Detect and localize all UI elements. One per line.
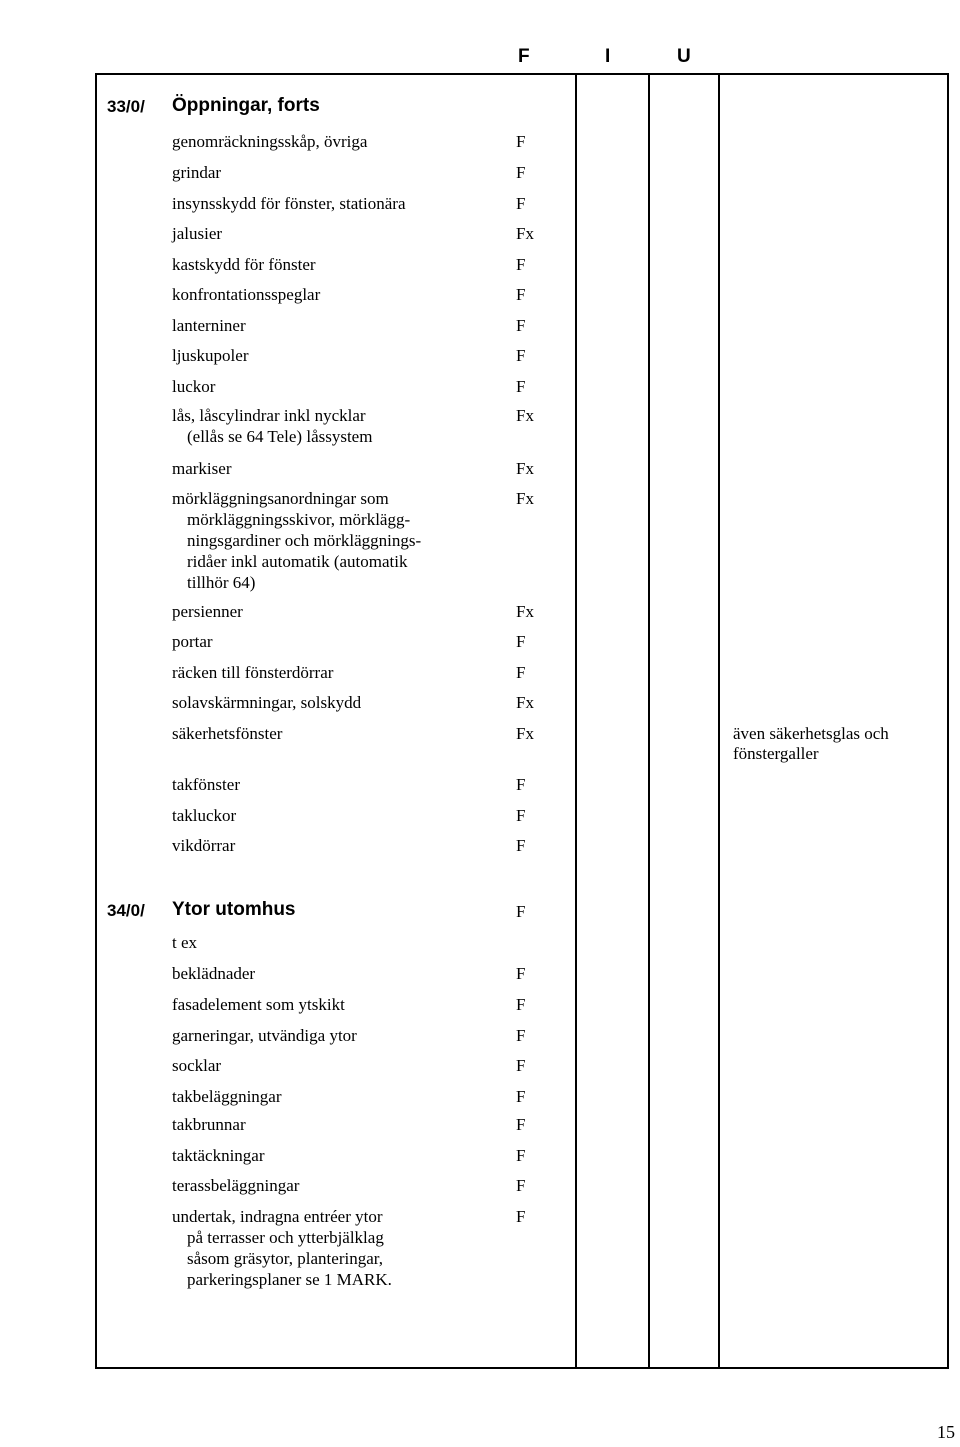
row-code: Fx [516, 406, 534, 425]
label-line: takfönster [172, 775, 240, 794]
label-line: lanterniner [172, 316, 246, 335]
row-code: Fx [516, 224, 534, 243]
row-code: F [516, 316, 526, 335]
row-note: även säkerhetsglas och fönstergaller [733, 724, 889, 763]
row-code: F [516, 132, 526, 151]
row-label [172, 723, 282, 744]
row-code: F [516, 1146, 526, 1165]
label-continuation: ridåer inkl automatik (automatik [187, 552, 408, 571]
row-label [172, 631, 213, 652]
section-title: Öppningar, forts [172, 95, 320, 116]
label-line: ljuskupoler [172, 346, 249, 365]
label-line: takbrunnar [172, 1115, 246, 1134]
row-code: F [516, 255, 526, 274]
row-code: F [516, 663, 526, 682]
label-line: terassbeläggningar [172, 1176, 300, 1195]
label-line: säkerhetsfönster [172, 724, 283, 743]
label-continuation: parkeringsplaner se 1 MARK. [187, 1270, 392, 1289]
row-code: F [516, 194, 526, 213]
label-line: taktäckningar [172, 1146, 265, 1165]
row-code: F [516, 1176, 526, 1195]
column-header-f: F [518, 46, 530, 67]
section-id: 33/0/ [107, 97, 145, 116]
row-label [172, 223, 222, 244]
row-label [172, 963, 255, 984]
label-line: solavskärmningar, solskydd [172, 693, 362, 712]
row-code: F [516, 346, 526, 365]
label-line: persienner [172, 602, 243, 621]
row-code: Fx [516, 489, 534, 508]
divider-u-notes [718, 73, 720, 1369]
label-line: beklädnader [172, 964, 256, 983]
row-label [172, 1025, 357, 1046]
label-line: t ex [172, 933, 198, 952]
row-code: F [516, 285, 526, 304]
label-line: mörkläggningsanordningar som [172, 489, 389, 508]
row-code: F [516, 836, 526, 855]
label-line: takbeläggningar [172, 1087, 282, 1106]
row-label [172, 1055, 221, 1076]
row-code: F [516, 1026, 526, 1045]
row-code: F [516, 995, 526, 1014]
row-label [172, 774, 240, 795]
row-label [172, 315, 246, 336]
label-line: kastskydd för fönster [172, 255, 316, 274]
label-line: konfrontationsspeglar [172, 285, 321, 304]
section-title: Ytor utomhus [172, 899, 296, 920]
column-header-u: U [677, 46, 691, 67]
row-label [172, 162, 221, 183]
label-line: undertak, indragna entréer ytor [172, 1207, 383, 1226]
row-label [172, 1206, 392, 1290]
row-code: Fx [516, 693, 534, 712]
label-line: insynsskydd för fönster, stationära [172, 194, 406, 213]
row-label [172, 692, 361, 713]
label-continuation: ningsgardiner och mörkläggnings- [187, 531, 422, 550]
row-code: F [516, 1087, 526, 1106]
row-code: F [516, 632, 526, 651]
row-code: F [516, 806, 526, 825]
divider-f-i [575, 73, 577, 1369]
row-label [172, 805, 236, 826]
label-line: vikdörrar [172, 836, 236, 855]
label-line: grindar [172, 163, 222, 182]
label-line: genomräckningsskåp, övriga [172, 132, 368, 151]
label-line: lås, låscylindrar inkl nycklar [172, 406, 366, 425]
row-label [172, 1145, 265, 1166]
divider-i-u [648, 73, 650, 1369]
row-code: F [516, 377, 526, 396]
label-line: jalusier [172, 224, 223, 243]
row-code: F [516, 1207, 526, 1226]
row-label [172, 131, 367, 152]
label-continuation: tillhör 64) [187, 573, 256, 592]
row-code: F [516, 775, 526, 794]
row-code: F [516, 964, 526, 983]
label-line: socklar [172, 1056, 222, 1075]
label-line: garneringar, utvändiga ytor [172, 1026, 357, 1045]
label-line: fasadelement som ytskikt [172, 995, 345, 1014]
row-label [172, 254, 316, 275]
row-label [172, 1175, 299, 1196]
label-line: räcken till fönsterdörrar [172, 663, 334, 682]
label-continuation: såsom gräsytor, planteringar, [187, 1249, 383, 1268]
label-continuation: (ellås se 64 Tele) låssystem [187, 427, 373, 446]
row-label [172, 835, 235, 856]
column-header-i: I [605, 46, 611, 67]
label-line: luckor [172, 377, 216, 396]
row-label [172, 458, 231, 479]
label-line: markiser [172, 459, 232, 478]
row-label [172, 932, 197, 953]
row-code: Fx [516, 724, 534, 743]
row-label [172, 601, 243, 622]
row-label [172, 345, 249, 366]
row-label [172, 662, 333, 683]
row-code: Fx [516, 459, 534, 478]
row-code: Fx [516, 602, 534, 621]
row-label [172, 1114, 246, 1135]
row-label [172, 376, 215, 397]
label-line: portar [172, 632, 213, 651]
row-label [172, 284, 320, 305]
row-label [172, 193, 406, 214]
row-code: F [516, 1056, 526, 1075]
row-label [172, 1086, 282, 1107]
row-label [172, 488, 421, 593]
page-number: 15 [937, 1422, 955, 1442]
label-line: takluckor [172, 806, 237, 825]
section-id: 34/0/ [107, 901, 145, 920]
row-code: F [516, 163, 526, 182]
section-code: F [516, 902, 526, 921]
label-continuation: mörkläggningsskivor, mörklägg- [187, 510, 411, 529]
label-continuation: på terrasser och ytterbjälklag [187, 1228, 384, 1247]
row-code: F [516, 1115, 526, 1134]
row-label [172, 405, 372, 447]
row-label [172, 994, 345, 1015]
